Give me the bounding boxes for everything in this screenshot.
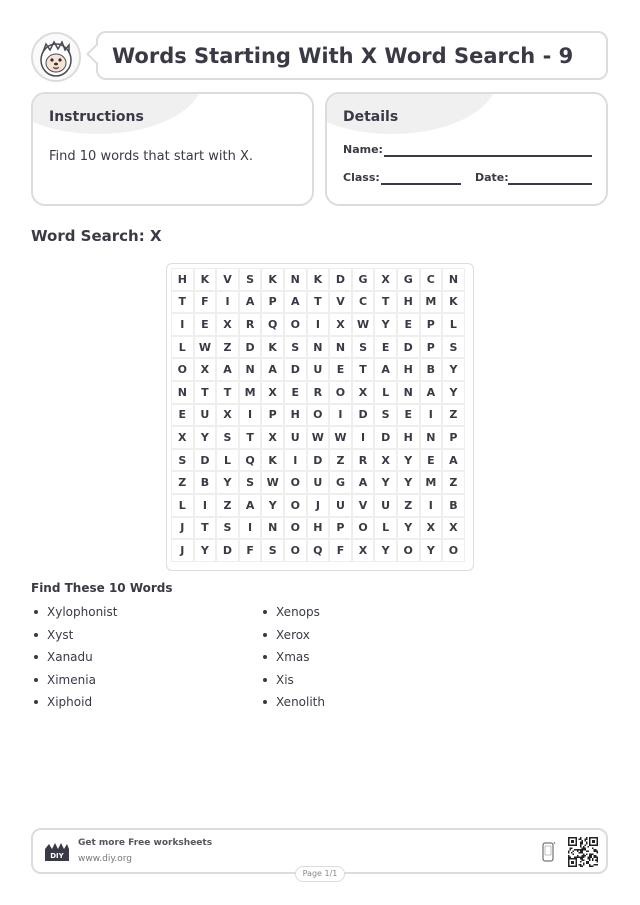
grid-cell: D [194, 449, 217, 472]
grid-cell: U [284, 426, 307, 449]
details-card [325, 92, 608, 206]
grid-cell: S [239, 471, 262, 494]
grid-cell: F [194, 291, 217, 314]
grid-cell: S [374, 404, 397, 427]
grid-cell: K [261, 336, 284, 359]
grid-cell: O [171, 358, 194, 381]
name-field[interactable] [384, 155, 592, 157]
grid-cell: O [442, 539, 465, 562]
grid-cell: T [307, 291, 330, 314]
class-field[interactable] [381, 183, 461, 185]
grid-cell: I [420, 494, 443, 517]
grid-cell: N [329, 336, 352, 359]
grid-cell: H [284, 404, 307, 427]
grid-cell: F [329, 539, 352, 562]
grid-cell: C [352, 291, 375, 314]
grid-cell: S [352, 336, 375, 359]
grid-cell: P [420, 336, 443, 359]
grid-cell: I [284, 449, 307, 472]
grid-cell: R [239, 313, 262, 336]
grid-cell: E [374, 336, 397, 359]
grid-cell: C [420, 268, 443, 291]
word-list-title: Find These 10 Words [31, 581, 173, 595]
grid-cell: O [329, 381, 352, 404]
grid-cell: Z [171, 471, 194, 494]
grid-cell: X [216, 313, 239, 336]
mascot-avatar [31, 32, 81, 82]
grid-cell: Q [239, 449, 262, 472]
grid-cell: P [329, 517, 352, 540]
grid-cell: Y [442, 358, 465, 381]
grid-cell: U [374, 494, 397, 517]
grid-cell: U [307, 358, 330, 381]
word-list-item: Xyst [31, 627, 117, 650]
grid-cell: N [284, 268, 307, 291]
grid-cell: O [352, 517, 375, 540]
grid-cell: T [171, 291, 194, 314]
grid-cell: I [216, 291, 239, 314]
grid-cell: G [352, 268, 375, 291]
grid-cell: D [374, 426, 397, 449]
grid-cell: V [216, 268, 239, 291]
grid-cell: M [420, 291, 443, 314]
word-list-item: Xmas [260, 649, 325, 672]
grid-cell: X [420, 517, 443, 540]
grid-cell: E [397, 313, 420, 336]
grid-cell: P [442, 426, 465, 449]
grid-cell: I [352, 426, 375, 449]
grid-cell: X [352, 381, 375, 404]
grid-cell: T [194, 517, 217, 540]
grid-cell: L [171, 494, 194, 517]
grid-cell: Y [374, 471, 397, 494]
word-list-item: Xanadu [31, 649, 117, 672]
grid-cell: Q [307, 539, 330, 562]
grid-cell: S [216, 517, 239, 540]
grid-cell: H [171, 268, 194, 291]
mascot-icon [33, 34, 79, 80]
footer-title: Get more Free worksheets [78, 838, 213, 848]
grid-cell: N [442, 268, 465, 291]
grid-cell: S [216, 426, 239, 449]
phone-scan-icon [542, 841, 556, 863]
footer-url[interactable]: www.diy.org [78, 854, 132, 864]
grid-cell: X [352, 539, 375, 562]
grid-cell: S [284, 336, 307, 359]
grid-cell: N [420, 426, 443, 449]
grid-cell: X [261, 426, 284, 449]
grid-cell: I [329, 404, 352, 427]
grid-cell: D [397, 336, 420, 359]
grid-cell: G [329, 471, 352, 494]
grid-cell: K [307, 268, 330, 291]
grid-cell: Z [329, 449, 352, 472]
grid-cell: I [307, 313, 330, 336]
grid-cell: P [261, 291, 284, 314]
grid-cell: I [194, 494, 217, 517]
puzzle-title: Word Search: X [31, 227, 162, 245]
grid-cell: N [307, 336, 330, 359]
grid-cell: I [239, 517, 262, 540]
grid-cell: A [284, 291, 307, 314]
grid-cell: O [284, 494, 307, 517]
grid-cell: E [284, 381, 307, 404]
grid-cell: P [261, 404, 284, 427]
grid-cell: Y [420, 539, 443, 562]
grid-cell: T [239, 426, 262, 449]
grid-cell: L [374, 381, 397, 404]
grid-cell: I [171, 313, 194, 336]
grid-cell: Z [397, 494, 420, 517]
grid-cell: Y [194, 539, 217, 562]
qr-code-icon [568, 837, 598, 867]
grid-cell: H [307, 517, 330, 540]
grid-cell: V [329, 291, 352, 314]
grid-cell: E [397, 404, 420, 427]
grid-cell: A [442, 449, 465, 472]
grid-cell: N [171, 381, 194, 404]
grid-cell: D [307, 449, 330, 472]
date-field[interactable] [508, 183, 592, 185]
grid-cell: S [261, 539, 284, 562]
grid-cell: H [397, 426, 420, 449]
grid-cell: A [352, 471, 375, 494]
grid-cell: U [307, 471, 330, 494]
grid-cell: L [442, 313, 465, 336]
grid-cell: Q [261, 313, 284, 336]
grid-cell: D [329, 268, 352, 291]
grid-cell: H [397, 291, 420, 314]
word-list-item: Xenops [260, 604, 325, 627]
grid-cell: L [171, 336, 194, 359]
grid-cell: W [261, 471, 284, 494]
grid-cell: D [284, 358, 307, 381]
grid-cell: O [284, 471, 307, 494]
grid-cell: Y [194, 426, 217, 449]
grid-cell: A [420, 381, 443, 404]
grid-cell: S [171, 449, 194, 472]
grid-cell: N [239, 358, 262, 381]
grid-cell: Y [397, 517, 420, 540]
word-list-column-2 [260, 604, 325, 717]
grid-cell: X [194, 358, 217, 381]
grid-cell: F [239, 539, 262, 562]
grid-cell: X [261, 381, 284, 404]
grid-cell: Z [442, 471, 465, 494]
grid-cell: Y [216, 471, 239, 494]
grid-cell: S [239, 268, 262, 291]
grid-cell: G [397, 268, 420, 291]
word-list-item: Xerox [260, 627, 325, 650]
grid-cell: U [194, 404, 217, 427]
grid-cell: D [216, 539, 239, 562]
grid-cell: M [239, 381, 262, 404]
grid-cell: B [420, 358, 443, 381]
grid-cell: Y [442, 381, 465, 404]
details-heading: Details [343, 109, 399, 125]
grid-cell: X [216, 404, 239, 427]
grid-cell: O [307, 404, 330, 427]
grid-cell: T [194, 381, 217, 404]
class-label: Class: [343, 171, 380, 184]
grid-cell: A [261, 358, 284, 381]
grid-cell: X [374, 449, 397, 472]
grid-cell: X [329, 313, 352, 336]
grid-cell: X [374, 268, 397, 291]
grid-cell: Y [261, 494, 284, 517]
grid-cell: T [216, 381, 239, 404]
grid-cell: J [171, 517, 194, 540]
grid-cell: D [239, 336, 262, 359]
grid-cell: O [284, 539, 307, 562]
grid-cell: O [397, 539, 420, 562]
grid-cell: S [442, 336, 465, 359]
grid-cell: Z [216, 494, 239, 517]
grid-cell: I [420, 404, 443, 427]
instructions-heading: Instructions [49, 109, 144, 125]
grid-cell: A [239, 494, 262, 517]
grid-cell: A [374, 358, 397, 381]
grid-cell: L [374, 517, 397, 540]
grid-cell: J [171, 539, 194, 562]
grid-cell: K [194, 268, 217, 291]
word-search-grid [166, 263, 474, 571]
name-label: Name: [343, 143, 383, 156]
word-list-item: Xylophonist [31, 604, 117, 627]
grid-cell: E [171, 404, 194, 427]
word-list-item: Xiphoid [31, 694, 117, 717]
grid-cell: B [194, 471, 217, 494]
grid-cell: V [352, 494, 375, 517]
grid-cell: N [261, 517, 284, 540]
grid-cell: O [284, 313, 307, 336]
word-list-item: Xenolith [260, 694, 325, 717]
grid-cell: P [420, 313, 443, 336]
grid-cell: N [397, 381, 420, 404]
grid-cell: Y [397, 471, 420, 494]
word-list-column-1 [31, 604, 117, 717]
grid-cell: X [442, 517, 465, 540]
grid-cell: K [261, 449, 284, 472]
letter-grid [171, 268, 469, 562]
grid-cell: Y [374, 313, 397, 336]
grid-cell: R [307, 381, 330, 404]
grid-cell: W [194, 336, 217, 359]
grid-cell: Z [216, 336, 239, 359]
grid-cell: K [261, 268, 284, 291]
grid-cell: I [239, 404, 262, 427]
grid-cell: R [352, 449, 375, 472]
grid-cell: Y [374, 539, 397, 562]
grid-cell: O [284, 517, 307, 540]
instructions-text: Find 10 words that start with X. [49, 149, 253, 164]
date-label: Date: [475, 171, 509, 184]
grid-cell: K [442, 291, 465, 314]
grid-cell: L [216, 449, 239, 472]
grid-cell: A [216, 358, 239, 381]
grid-cell: M [420, 471, 443, 494]
grid-cell: U [329, 494, 352, 517]
instructions-card [31, 92, 314, 206]
grid-cell: T [374, 291, 397, 314]
grid-cell: E [194, 313, 217, 336]
title-box [96, 31, 608, 80]
diy-logo-icon [43, 841, 71, 863]
grid-cell: T [352, 358, 375, 381]
page-number: Page 1/1 [295, 866, 345, 882]
logo-text: DIY [50, 852, 64, 860]
grid-cell: W [329, 426, 352, 449]
grid-cell: E [329, 358, 352, 381]
grid-cell: J [307, 494, 330, 517]
word-list-item: Xis [260, 672, 325, 695]
grid-cell: Y [397, 449, 420, 472]
word-list-item: Ximenia [31, 672, 117, 695]
grid-cell: D [352, 404, 375, 427]
grid-cell: B [442, 494, 465, 517]
grid-cell: Z [442, 404, 465, 427]
grid-cell: E [420, 449, 443, 472]
grid-cell: H [397, 358, 420, 381]
grid-cell: A [239, 291, 262, 314]
page-title: Words Starting With X Word Search - 9 [112, 44, 574, 68]
grid-cell: W [352, 313, 375, 336]
grid-cell: X [171, 426, 194, 449]
grid-cell: W [307, 426, 330, 449]
